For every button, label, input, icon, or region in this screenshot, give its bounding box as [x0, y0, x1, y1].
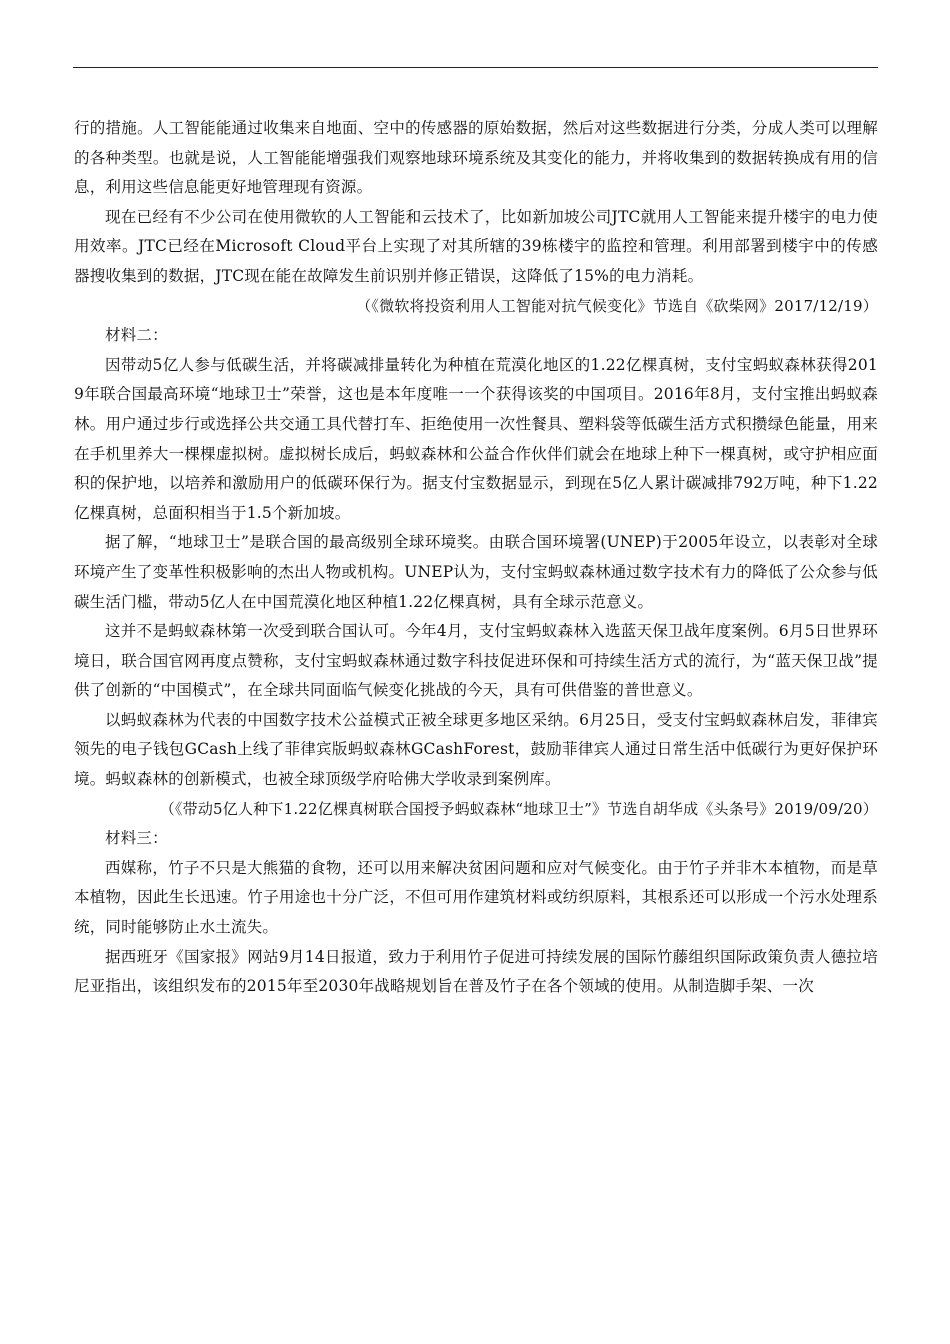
paragraph-bamboo: 西媒称，竹子不只是大熊猫的食物，还可以用来解决贫困问题和应对气候变化。由于竹子并非木本植物，而是草本植物，因此生长迅速。竹子用途也十分广泛，不但可用作建筑材料或纺织原料，其根系还可以形成一个污水处理系统，同时能够防止水土流失。	[74, 858, 878, 937]
document-body	[74, 114, 878, 1002]
material-three-heading: 材料三：	[105, 829, 168, 848]
source-citation-2: （《带动5亿人种下1.22亿棵真树联合国授予蚂蚁森林“地球卫士”》节选自胡华成《头条号》2019/09/20）	[159, 799, 878, 818]
header-rule	[73, 67, 878, 68]
paragraph-earth-champion: 据了解，“地球卫士”是联合国的最高级别全球环境奖。由联合国环境署(UNEP)于2005年设立，以表彰对全球环境产生了变革性积极影响的杰出人物或机构。UNEP认为，支付宝蚂蚁森林通过数字技术有力的降低了公众参与低碳生活门槛，带动5亿人在中国荒漠化地区种植1.22亿棵真树，具有全球示范意义。	[74, 533, 878, 611]
material-two-heading: 材料二：	[105, 326, 168, 345]
paragraph-ai-sensors: 行的措施。人工智能能通过收集来自地面、空中的传感器的原始数据，然后对这些数据进行分类，分成人类可以理解的各种类型。也就是说，人工智能能增强我们观察地球环境系统及其变化的能力，并将收集到的数据转换成有用的信息，利用这些信息能更好地管理现有资源。	[74, 119, 878, 197]
paragraph-gcash: 以蚂蚁森林为代表的中国数字技术公益模式正被全球更多地区采纳。6月25日，受支付宝蚂蚁森林启发，菲律宾领先的电子钱包GCash上线了菲律宾版蚂蚁森林GCashForest，鼓励菲律宾人通过日常生活中低碳行为更好保护环境。蚂蚁森林的创新模式，也被全球顶级学府哈佛大学收录到案例库。	[74, 710, 878, 789]
paragraph-inbar: 据西班牙《国家报》网站9月14日报道，致力于利用竹子促进可持续发展的国际竹藤组织国际政策负责人德拉培尼亚指出，该组织发布的2015年至2030年战略规划旨在普及竹子在各个领域的使用。从制造脚手架、一次	[74, 947, 878, 996]
paragraph-jtc: 现在已经有不少公司在使用微软的人工智能和云技术了，比如新加坡公司JTC就用人工智能来提升楼宇的电力使用效率。JTC已经在Microsoft Cloud平台上实现了对其所辖的39栋楼宇的监控和管理。利用部署到楼宇中的传感器搜收集到的数据，JTC现在能在故障发生前识别并修正错误，这降低了15%的电力消耗。	[74, 207, 878, 285]
source-citation-1: （《微软将投资利用人工智能对抗气候变化》节选自《砍柴网》2017/12/19）	[356, 296, 878, 315]
paragraph-ant-forest-award: 因带动5亿人参与低碳生活，并将碳减排量转化为种植在荒漠化地区的1.22亿棵真树，支付宝蚂蚁森林获得2019年联合国最高环境“地球卫士”荣誉，这也是本年度唯一一个获得该奖的中国项目。2016年8月，支付宝推出蚂蚁森林。用户通过步行或选择公共交通工具代替打车、拒绝使用一次性餐具、塑料袋等低碳生活方式积攒绿色能量，用来在手机里养大一棵棵虚拟树。虚拟树长成后，蚂蚁森林和公益合作伙伴们就会在地球上种下一棵真树，或守护相应面积的保护地，以培养和激励用户的低碳环保行为。据支付宝数据显示，到现在5亿人累计碳减排792万吨，种下1.22亿棵真树，总面积相当于1.5个新加坡。	[74, 355, 878, 522]
paragraph-un-recognition: 这并不是蚂蚁森林第一次受到联合国认可。今年4月，支付宝蚂蚁森林入选蓝天保卫战年度案例。6月5日世界环境日，联合国官网再度点赞称，支付宝蚂蚁森林通过数字科技促进环保和可持续生活方式的流行，为“蓝天保卫战”提供了创新的“中国模式”，在全球共同面临气候变化挑战的今天，具有可供借鉴的普世意义。	[74, 622, 878, 700]
